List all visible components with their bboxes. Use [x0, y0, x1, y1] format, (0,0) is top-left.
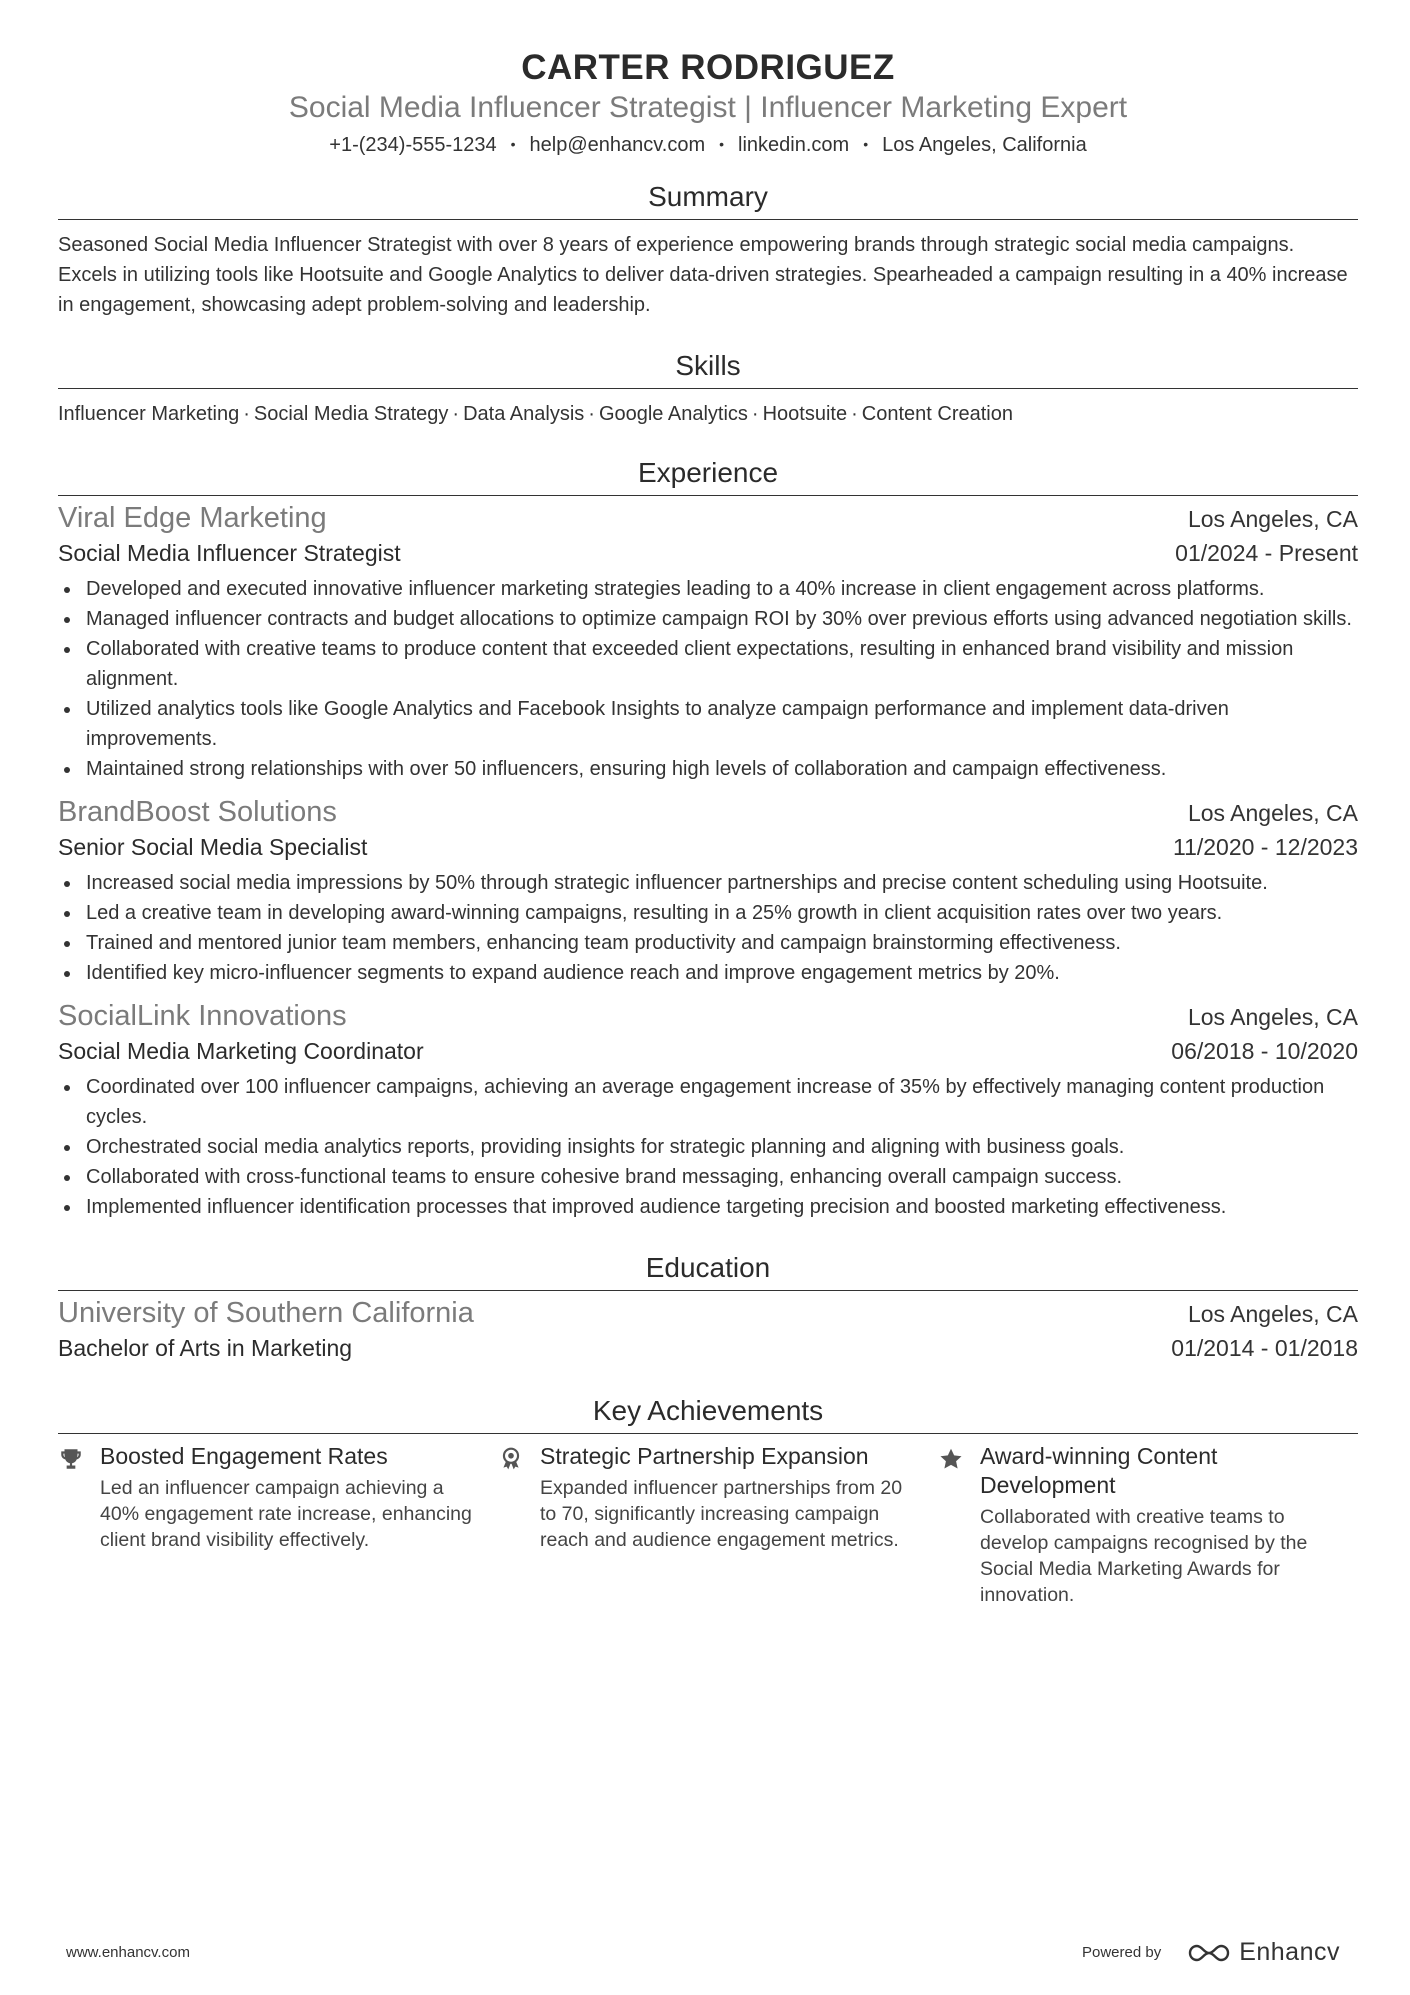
job-company: BrandBoost Solutions: [58, 796, 337, 828]
summary-section: [58, 179, 1358, 320]
job-dates: 06/2018 - 10/2020: [1171, 1038, 1358, 1064]
job-bullet: Collaborated with cross-functional teams to ensure cohesive brand messaging, enhancing overall campaign success.: [58, 1162, 1358, 1192]
skills-list: [58, 399, 1358, 429]
contact-location: Los Angeles, California: [882, 134, 1087, 156]
job-bullet: Managed influencer contracts and budget allocations to optimize campaign ROI by 30% over previous efforts using advanced negotiation skills.: [58, 604, 1358, 634]
job-bullet: Trained and mentored junior team members, enhancing team productivity and campaign brainstorming effectiveness.: [58, 928, 1358, 958]
trophy-icon: [58, 1442, 90, 1608]
experience-title: Experience: [637, 457, 779, 488]
page-footer: [66, 1938, 1340, 1967]
skills-title: Skills: [675, 350, 741, 381]
section-divider: [58, 219, 1358, 220]
powered-by-label: Powered by: [1081, 1944, 1162, 1961]
contact-email[interactable]: help@enhancv.com: [529, 134, 706, 156]
contact-linkedin[interactable]: linkedin.com: [738, 134, 850, 156]
skills-section: [58, 348, 1358, 429]
job-role: Social Media Marketing Coordinator: [58, 1038, 424, 1064]
job-role: Social Media Influencer Strategist: [58, 540, 401, 566]
star-icon: [938, 1442, 970, 1608]
skill-item: Influencer Marketing: [58, 403, 240, 425]
contact-separator: •: [719, 136, 725, 152]
section-divider: [58, 1290, 1358, 1291]
section-divider: [58, 388, 1358, 389]
education-location: Los Angeles, CA: [1187, 1301, 1358, 1327]
skill-item: Hootsuite: [762, 403, 848, 425]
skill-separator: ·: [751, 403, 759, 425]
section-divider: [58, 1433, 1358, 1434]
achievement-description: Expanded influencer partnerships from 20 to 70, significantly increasing campaign reach and audience engagement metrics.: [540, 1477, 903, 1551]
achievement-description: Led an influencer campaign achieving a 40% engagement rate increase, enhancing client brand visibility effectively.: [100, 1477, 472, 1551]
enhancv-logo-icon: [1187, 1942, 1231, 1964]
section-divider: [58, 495, 1358, 496]
job-dates: 01/2024 - Present: [1175, 540, 1358, 566]
experience-section: [58, 455, 1358, 1222]
job-entry: [58, 998, 1358, 1222]
skill-item: Content Creation: [861, 403, 1013, 425]
education-section: [58, 1250, 1358, 1365]
education-school: University of Southern California: [58, 1297, 474, 1329]
job-dates: 11/2020 - 12/2023: [1172, 834, 1358, 860]
achievement-description: Collaborated with creative teams to develop campaigns recognised by the Social Media Marketing Awards for innovation.: [980, 1506, 1308, 1606]
job-bullet: Identified key micro-influencer segments to expand audience reach and improve engagement metrics by 20%.: [58, 958, 1358, 988]
candidate-name: CARTER RODRIGUEZ: [521, 48, 895, 87]
job-bullets: [58, 574, 1358, 784]
contact-phone: +1-(234)-555-1234: [329, 134, 497, 156]
candidate-headline: Social Media Influencer Strategist | Influencer Marketing Expert: [288, 91, 1128, 124]
job-bullet: Implemented influencer identification processes that improved audience targeting precision and boosted marketing effectiveness.: [58, 1192, 1358, 1222]
contact-separator: •: [863, 136, 869, 152]
education-degree: Bachelor of Arts in Marketing: [58, 1335, 353, 1361]
award-badge-icon: [498, 1442, 530, 1608]
achievement-title: Strategic Partnership Expansion: [540, 1443, 869, 1469]
job-company: SocialLink Innovations: [58, 1000, 347, 1032]
summary-text: Seasoned Social Media Influencer Strategist with over 8 years of experience empowering brands through strategic social media campaigns. Excels in utilizing tools like Hootsuite and Google Analytics to deliver data-driven strategies. Spearheaded a campaign resulting in a 40% increase in engagement, showcasing adept problem-solving and leadership.: [58, 234, 1348, 316]
powered-by: [1082, 1938, 1340, 1967]
education-title: Education: [645, 1252, 771, 1283]
skill-item: Data Analysis: [463, 403, 585, 425]
job-location: Los Angeles, CA: [1187, 1004, 1358, 1030]
brand-name: Enhancv: [1239, 1938, 1340, 1966]
skill-separator: ·: [588, 403, 595, 425]
footer-url[interactable]: www.enhancv.com: [66, 1944, 190, 1961]
job-location: Los Angeles, CA: [1187, 800, 1358, 826]
resume-page: [58, 48, 1358, 1608]
achievement-item: [498, 1442, 918, 1608]
achievement-item: [938, 1442, 1358, 1608]
contact-separator: •: [510, 136, 516, 152]
skill-separator: ·: [452, 403, 460, 425]
education-dates: 01/2014 - 01/2018: [1171, 1335, 1358, 1361]
achievement-title: Boosted Engagement Rates: [100, 1443, 388, 1469]
job-bullet: Coordinated over 100 influencer campaigns, achieving an average engagement increase of 35% by effectively managing content production cycles.: [58, 1072, 1358, 1132]
job-entry: [58, 500, 1358, 784]
skill-item: Google Analytics: [598, 403, 748, 425]
skill-item: Social Media Strategy: [253, 403, 449, 425]
job-bullet: Increased social media impressions by 50% through strategic influencer partnerships and precise content scheduling using Hootsuite.: [58, 868, 1358, 898]
job-bullet: Collaborated with creative teams to produce content that exceeded client expectations, resulting in enhanced brand visibility and mission alignment.: [58, 634, 1358, 694]
job-bullets: [58, 1072, 1358, 1222]
achievement-item: [58, 1442, 478, 1608]
summary-title: Summary: [648, 181, 768, 212]
brand-logo[interactable]: [1187, 1938, 1340, 1967]
job-bullet: Utilized analytics tools like Google Analytics and Facebook Insights to analyze campaign performance and implement data-driven improvements.: [58, 694, 1358, 754]
achievements-section: [58, 1393, 1358, 1608]
job-bullet: Developed and executed innovative influencer marketing strategies leading to a 40% increase in client engagement across platforms.: [58, 574, 1358, 604]
achievements-title: Key Achievements: [592, 1395, 824, 1426]
job-bullet: Led a creative team in developing award-winning campaigns, resulting in a 25% growth in client acquisition rates over two years.: [58, 898, 1358, 928]
skill-separator: ·: [851, 403, 858, 425]
contact-line: [58, 130, 1358, 159]
job-company: Viral Edge Marketing: [58, 502, 327, 534]
achievement-title: Award-winning Content Development: [980, 1443, 1218, 1498]
job-role: Senior Social Media Specialist: [58, 834, 368, 860]
job-bullet: Maintained strong relationships with over 50 influencers, ensuring high levels of collaboration and campaign effectiveness.: [58, 754, 1358, 784]
job-bullet: Orchestrated social media analytics reports, providing insights for strategic planning and aligning with business goals.: [58, 1132, 1358, 1162]
job-entry: [58, 794, 1358, 988]
skill-separator: ·: [243, 403, 250, 425]
job-bullets: [58, 868, 1358, 988]
job-location: Los Angeles, CA: [1187, 506, 1358, 532]
